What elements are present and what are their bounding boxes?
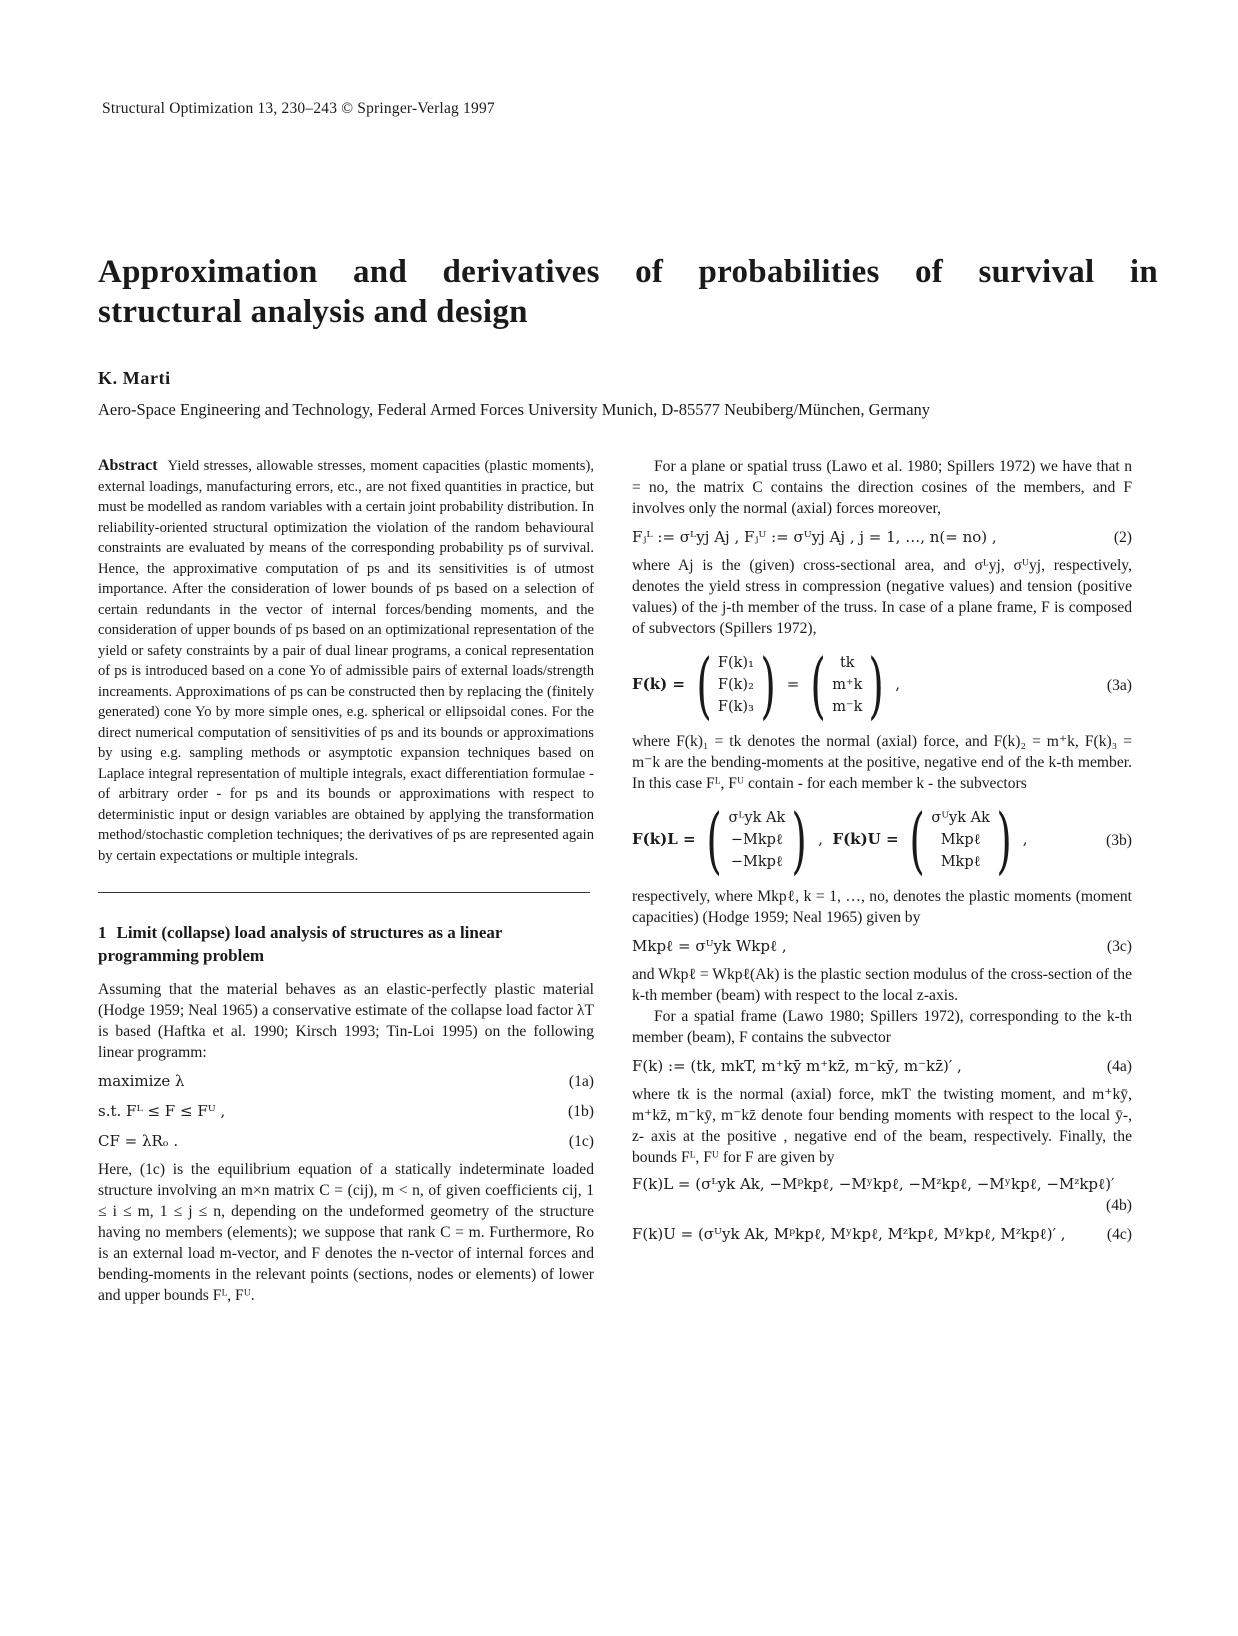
eq3b-lower-cell: −Mkpℓ — [730, 832, 783, 848]
eq3a-cell: F(k)₃ — [717, 699, 754, 715]
paper-title — [98, 252, 1158, 332]
equation-3a — [632, 645, 1132, 725]
affiliation: Aero-Space Engineering and Technology, Federal Armed Forces University Munich, D-85577 Neubiberg/München, Germany — [98, 400, 931, 419]
equation-4b — [632, 1174, 1132, 1216]
right-para3: where F(k)₁ = tk denotes the normal (axial) force, and F(k)₂ = m⁺k, F(k)₃ = m⁻k are the bending-moments at the positive, negative end of the k-th member. In this case Fᴸ, Fᵁ contain - for each member k - the subvectors — [632, 733, 1132, 792]
eq3b-upper-vector: ( σᵁyk Ak Mkpℓ Mkpℓ ) — [909, 798, 1012, 882]
eq1a-number: (1a) — [568, 1072, 594, 1090]
eq3b-number: (3b) — [1106, 831, 1132, 849]
equation-4a — [632, 1054, 1132, 1078]
section-number: 1 — [98, 923, 107, 942]
title-line-2: structural analysis and design — [98, 294, 528, 330]
eq4b-expr: F(k)L = (σᴸyk Ak, −Mᵖkpℓ, −Mʸkpℓ, −Mᶻkpℓ, −Mʸkpℓ, −Mᶻkpℓ)′ — [632, 1175, 1115, 1193]
eq4c-number: (4c) — [1106, 1225, 1132, 1243]
right-para7: where tk is the normal (axial) force, mkT the twisting moment, and m⁺kȳ, m⁺kz̄, m⁻kȳ, m⁻kz̄ denote four bending moments with respect to the local ȳ-, z- axis at the positive , negative end of the beam, respectively. Finally, the bounds Fᴸ, Fᵁ for F are given by — [632, 1086, 1132, 1166]
eq1b-expr: s.t. Fᴸ ≤ F ≤ Fᵁ , — [98, 1101, 226, 1120]
equation-1b — [98, 1099, 594, 1123]
right-para4: respectively, where Mkpℓ, k = 1, …, no, denotes the plastic moments (moment capacities) (Hodge 1959; Neal 1965) given by — [632, 888, 1132, 926]
right-para1: For a plane or spatial truss (Lawo et al. 1980; Spillers 1972) we have that n = no, the matrix C contains the direction cosines of the members, and F involves only the normal (axial) forces moreover, — [632, 458, 1132, 517]
right-column — [632, 456, 1132, 1252]
author: K. Marti — [98, 368, 171, 388]
title-line-1: Approximation and derivatives of probabilities of survival in — [98, 254, 1158, 290]
eq4c-expr: F(k)U = (σᵁyk Ak, Mᵖkpℓ, Mʸkpℓ, Mᶻkpℓ, Mʸkpℓ, Mᶻkpℓ)′ , — [632, 1224, 1066, 1243]
eq3b-expr: F(k)L = ( σᴸyk Ak −Mkpℓ −Mkpℓ ) , F(k)U = ( σᵁyk Ak Mkpℓ Mkpℓ ) , — [632, 798, 1028, 882]
eq3a-rcell: m⁺k — [832, 677, 863, 693]
eq2-number: (2) — [1113, 528, 1132, 546]
eq3b-lower-vector: ( σᴸyk Ak −Mkpℓ −Mkpℓ ) — [706, 798, 808, 882]
eq3a-rcell: m⁻k — [832, 699, 863, 715]
equation-2 — [632, 525, 1132, 549]
eq3a-label: F(k) = — [632, 675, 686, 693]
eq3b-lower-cell: −Mkpℓ — [730, 854, 783, 870]
eq3b-upper-label: F(k)U = — [832, 830, 899, 848]
eq1c-number: (1c) — [568, 1132, 594, 1150]
equation-4c — [632, 1222, 1132, 1246]
eq1a-expr: maximize λ — [98, 1071, 185, 1090]
right-para6: For a spatial frame (Lawo 1980; Spillers 1972), corresponding to the k-th member (beam), F contains the subvector — [632, 1008, 1132, 1046]
right-para5: and Wkpℓ = Wkpℓ(Ak) is the plastic section modulus of the cross-section of the k-th member (beam) with respect to the local z-axis. — [632, 966, 1132, 1004]
section1-para2: Here, (1c) is the equilibrium equation of a statically indeterminate loaded structure involving an m×n matrix C = (cij), m < n, of given coefficients cij, 1 ≤ i ≤ m, 1 ≤ j ≤ n, depending on the undeformed geometry of the structure having no members (elements); we suppose that rank C = m. Furthermore, Ro is an external load m-vector, and F denotes the n-vector of internal forces and bending-moments in the relevant points (sections, nodes or elements) of lower and upper bounds Fᴸ, Fᵁ. — [98, 1161, 594, 1304]
section-heading — [98, 921, 594, 967]
eq3a-cell: F(k)₁ — [717, 655, 754, 671]
eq3a-expr: F(k) = ( F(k)₁ F(k)₂ F(k)₃ ) = ( tk m⁺k m⁻k ) , — [632, 643, 901, 727]
eq3c-number: (3c) — [1106, 937, 1132, 955]
eq3b-upper-cell: Mkpℓ — [940, 832, 981, 848]
eq1c-expr: CF = λRₒ . — [98, 1131, 179, 1150]
abstract-text: Yield stresses, allowable stresses, moment capacities (plastic moments), external loadings, manufacturing errors, etc., are not fixed quantities in practice, but must be modelled as random variables with a certain joint probability distribution. In reliability-oriented structural optimization the violation of the random behavioural constraints are evaluated by means of the corresponding probability ps of survival. Hence, the approximative computation of ps and its sensitivities is of utmost importance. After the consideration of lower bounds of ps based on a selection of certain redundants in the vector of internal forces/bending moments, and the consideration of upper bounds of ps based on an optimizational representation of the yield or safety constraints by a pair of dual linear programs, a conical representation of ps is introduced based on a cone Yo of admissible pairs of external loads/strength increaments. Approximations of ps can be constructed then by replacing the (finitely generated) cone Yo by more simple ones, e.g. spherical or ellipsoidal cones. For the direct numerical computation of sensitivities of ps and its bounds or approximations by using e.g. sampling methods or asymptotic expansion techniques based on Laplace integral representation of multiple integrals, exact differentiation formulae - of arbitrary order - for ps and its bounds or approximations with respect to deterministic input or design variables are obtained by applying the transformation method/stochastic completion techniques; the derivatives of ps are represented again by certain expectations or multiple integrals. — [98, 458, 594, 864]
equation-1a — [98, 1069, 594, 1093]
eq3a-rcell: tk — [839, 655, 855, 671]
section1-para1: Assuming that the material behaves as an elastic-perfectly plastic material (Hodge 1959; Neal 1965) a conservative estimate of the collapse load factor λT is based (Haftka et al. 1990; Kirsch 1993; Tin-Loi 1995) on the following linear programm: — [98, 981, 594, 1061]
left-column — [98, 456, 594, 1306]
eq3a-right-vector: ( tk m⁺k m⁻k ) — [810, 643, 885, 727]
eq3c-expr: Mkpℓ = σᵁyk Wkpℓ , — [632, 936, 787, 955]
eq4a-number: (4a) — [1106, 1057, 1132, 1075]
eq3a-cell: F(k)₂ — [717, 677, 754, 693]
eq4a-expr: F(k) := (tk, mkT, m⁺kȳ m⁺kz̄, m⁻kȳ, m⁻kz̄)′ , — [632, 1056, 962, 1075]
eq4b-number: (4b) — [1106, 1197, 1132, 1214]
eq3b-lower-label: F(k)L = — [632, 830, 696, 848]
equation-1c — [98, 1129, 594, 1153]
equation-3c — [632, 934, 1132, 958]
eq3a-number: (3a) — [1106, 676, 1132, 694]
section-title: Limit (collapse) load analysis of structures as a linear programming problem — [98, 923, 503, 965]
equation-3b — [632, 800, 1132, 880]
eq3a-left-vector: ( F(k)₁ F(k)₂ F(k)₃ ) — [696, 643, 776, 727]
eq3b-upper-cell: Mkpℓ — [940, 854, 981, 870]
eq2-expr: Fⱼᴸ := σᴸyj Aj , Fⱼᵁ := σᵁyj Aj , j = 1, …, n(= no) , — [632, 527, 997, 546]
abstract — [98, 456, 594, 866]
journal-line: Structural Optimization 13, 230–243 © Springer-Verlag 1997 — [102, 100, 495, 117]
eq3b-lower-cell: σᴸyk Ak — [728, 810, 786, 826]
right-para2: where Aj is the (given) cross-sectional area, and σᴸyj, σᵁyj, respectively, denotes the yield stress in compression (negative values) and tension (positive values) of the j-th member of the truss. In case of a plane frame, F is composed of subvectors (Spillers 1972), — [632, 557, 1132, 637]
eq1b-number: (1b) — [568, 1102, 594, 1120]
eq3b-upper-cell: σᵁyk Ak — [931, 810, 990, 826]
section-divider — [98, 892, 590, 893]
abstract-label: Abstract — [98, 457, 158, 474]
